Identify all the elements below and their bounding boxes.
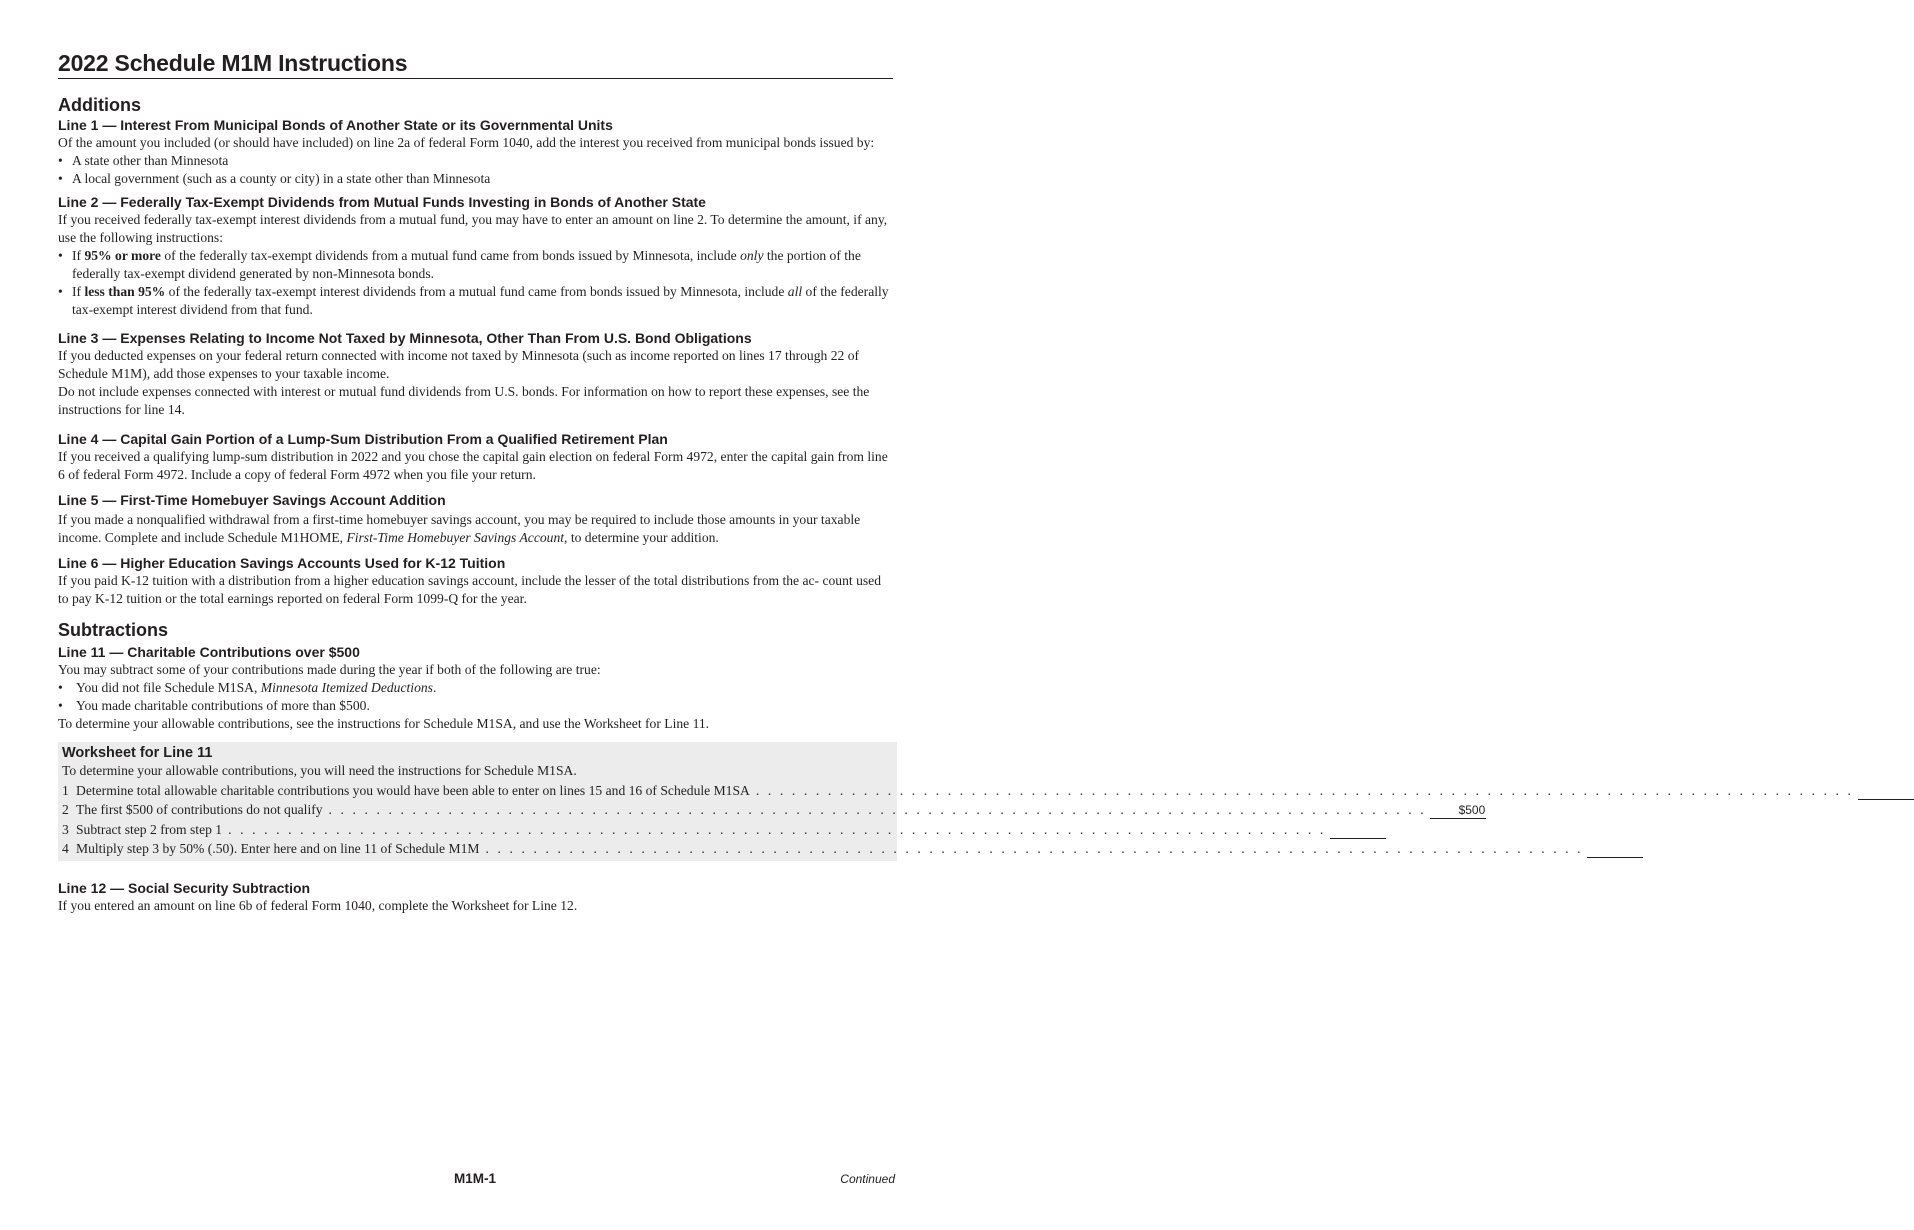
leader-dots: . . . . . . . . . . . . . . . . . . . . . . . . . . . . . . . . . . . . . . . . . . . . . . . . . . . . . . . . . . . . . . . . . . . . . . . . . . . . . . . . . . . . . . . . . . . . [755,782,1854,798]
worksheet-step-number: 2 [62,802,69,817]
document-page [58,0,1854,915]
page-title: 2022 Schedule M1M Instructions [58,0,893,79]
worksheet-row-1 [62,780,1854,800]
line6-heading: Line 6 — Higher Education Savings Accounts Used for K-12 Tuition [58,555,506,571]
line2-body: If you received federally tax-exempt interest dividends from a mutual fund, you may have to enter an amount on line 2. To determine the amount, if any, use the following instructions: [58,212,888,245]
leader-dots: . . . . . . . . . . . . . . . . . . . . . . . . . . . . . . . . . . . . . . . . . . . . . . . . . . . . . . . . . . . . . . . . . . . . . . . . . . . . . . . . . . . . . . . . . . . . [328,802,1427,817]
line3-body-2: Do not include expenses connected with interest or mutual fund dividends from U.S. bonds. For information on how to report these expenses, see the instructions for line 14. [58,384,870,417]
line6-body: If you paid K-12 tuition with a distribution from a higher education savings account, include the lesser of the total distributions from the ac- count used to pay K-12 tuition or the total earnings reported on federal Form 1099-Q for the year. [58,573,881,606]
list-item: • If less than 95% of the federally tax-exempt interest dividends from a mutual fund came from bonds issued by Minnesota, include all of the federally tax-exempt interest dividend from that fund. [58,283,893,319]
line12-heading: Line 12 — Social Security Subtraction [58,880,311,896]
worksheet-amount-field[interactable]: $500 [1430,802,1486,819]
additions-heading: Additions [58,95,141,115]
line3-body: If you deducted expenses on your federal return connected with income not taxed by Minnesota (such as income reported on lines 17 through 22 of Schedule M1M), add those expenses to your taxable income. [58,348,860,381]
line11-after: To determine your allowable contributions, see the instructions for Schedule M1SA, and use the Worksheet for Line 11. [58,716,710,731]
line11-bullets [58,679,893,715]
line2-heading: Line 2 — Federally Tax-Exempt Dividends from Mutual Funds Investing in Bonds of Another State [58,194,706,210]
list-item: • You made charitable contributions of more than $500. [58,697,893,715]
worksheet-intro: To determine your allowable contributions, you will need the instructions for Schedule M1SA. [62,763,577,778]
worksheet-step-number: 3 [62,821,69,837]
worksheet-step-text: Multiply step 3 by 50% (.50). Enter here and on line 11 of Schedule M1M [76,841,485,856]
list-item: • You did not file Schedule M1SA, Minnesota Itemized Deductions. [58,679,893,697]
worksheet-step-number: 4 [62,841,69,856]
worksheet-step-text: Subtract step 2 from step 1 [76,822,228,837]
line12-body: If you entered an amount on line 6b of federal Form 1040, complete the Worksheet for Line 12. [58,898,578,913]
page-number: M1M-1 [453,1171,496,1186]
worksheet-row-4 [62,839,1584,859]
line11-body: You may subtract some of your contributions made during the year if both of the following are true: [58,662,601,677]
continued-label: Continued [840,1172,895,1186]
line4-body: If you received a qualifying lump-sum distribution in 2022 and you chose the capital gain election on federal Form 4972, enter the capital gain from line 6 of federal Form 4972. Include a copy of federal Form 4972 when you file your return. [58,449,888,482]
list-item: • If 95% or more of the federally tax-exempt dividends from a mutual fund came from bonds issued by Minnesota, include only the portion of the federally tax-exempt dividend generated by non-Minnesota bonds. [58,247,893,283]
worksheet-amount-field[interactable] [1330,822,1386,839]
list-item: • A state other than Minnesota [58,152,893,170]
leader-dots: . . . . . . . . . . . . . . . . . . . . . . . . . . . . . . . . . . . . . . . . . . . . . . . . . . . . . . . . . . . . . . . . . . . . . . . . . . . . . . . . . . . . . . . . . . . . [485,841,1584,856]
line1-body: Of the amount you included (or should have included) on line 2a of federal Form 1040, add the interest you received from municipal bonds issued by: [58,135,875,150]
worksheet-step-text: The first $500 of contributions do not qualify [76,802,329,817]
line5-body: If you made a nonqualified withdrawal from a first-time homebuyer savings account, you may be required to include those amounts in your taxable income. Complete and include Schedule M1HOME, First-Time Homebuyer Savings Account, to determine your addition. [58,512,861,545]
list-item: • A local government (such as a county or city) in a state other than Minnesota [58,170,893,188]
line1-heading: Line 1 — Interest From Municipal Bonds of Another State or its Governmental Units [58,117,613,133]
worksheet-step-text: Determine total allowable charitable contributions you would have been able to enter on lines 15 and 16 of Schedule M1SA [76,783,756,798]
worksheet-line11 [58,742,1854,861]
worksheet-step-number: 1 [62,782,69,798]
line2-bullets [58,247,893,319]
line1-bullets [58,152,893,188]
worksheet-row-3 [62,819,1326,839]
line4-heading: Line 4 — Capital Gain Portion of a Lump-Sum Distribution From a Qualified Retirement Plan [58,431,668,447]
subtractions-heading: Subtractions [58,620,169,640]
leader-dots: . . . . . . . . . . . . . . . . . . . . . . . . . . . . . . . . . . . . . . . . . . . . . . . . . . . . . . . . . . . . . . . . . . . . . . . . . . . . . . . . . . . . . . . . . . . . [228,821,1326,837]
worksheet-heading: Worksheet for Line 11 [62,745,213,761]
worksheet-amount-field[interactable] [1858,783,1914,800]
line11-heading: Line 11 — Charitable Contributions over $500 [58,644,360,660]
line5-heading: Line 5 — First-Time Homebuyer Savings Account Addition [58,492,446,508]
worksheet-amount-field[interactable] [1587,841,1643,858]
worksheet-row-2 [62,800,1486,820]
line3-heading: Line 3 — Expenses Relating to Income Not Taxed by Minnesota, Other Than From U.S. Bond Obligations [58,330,752,346]
